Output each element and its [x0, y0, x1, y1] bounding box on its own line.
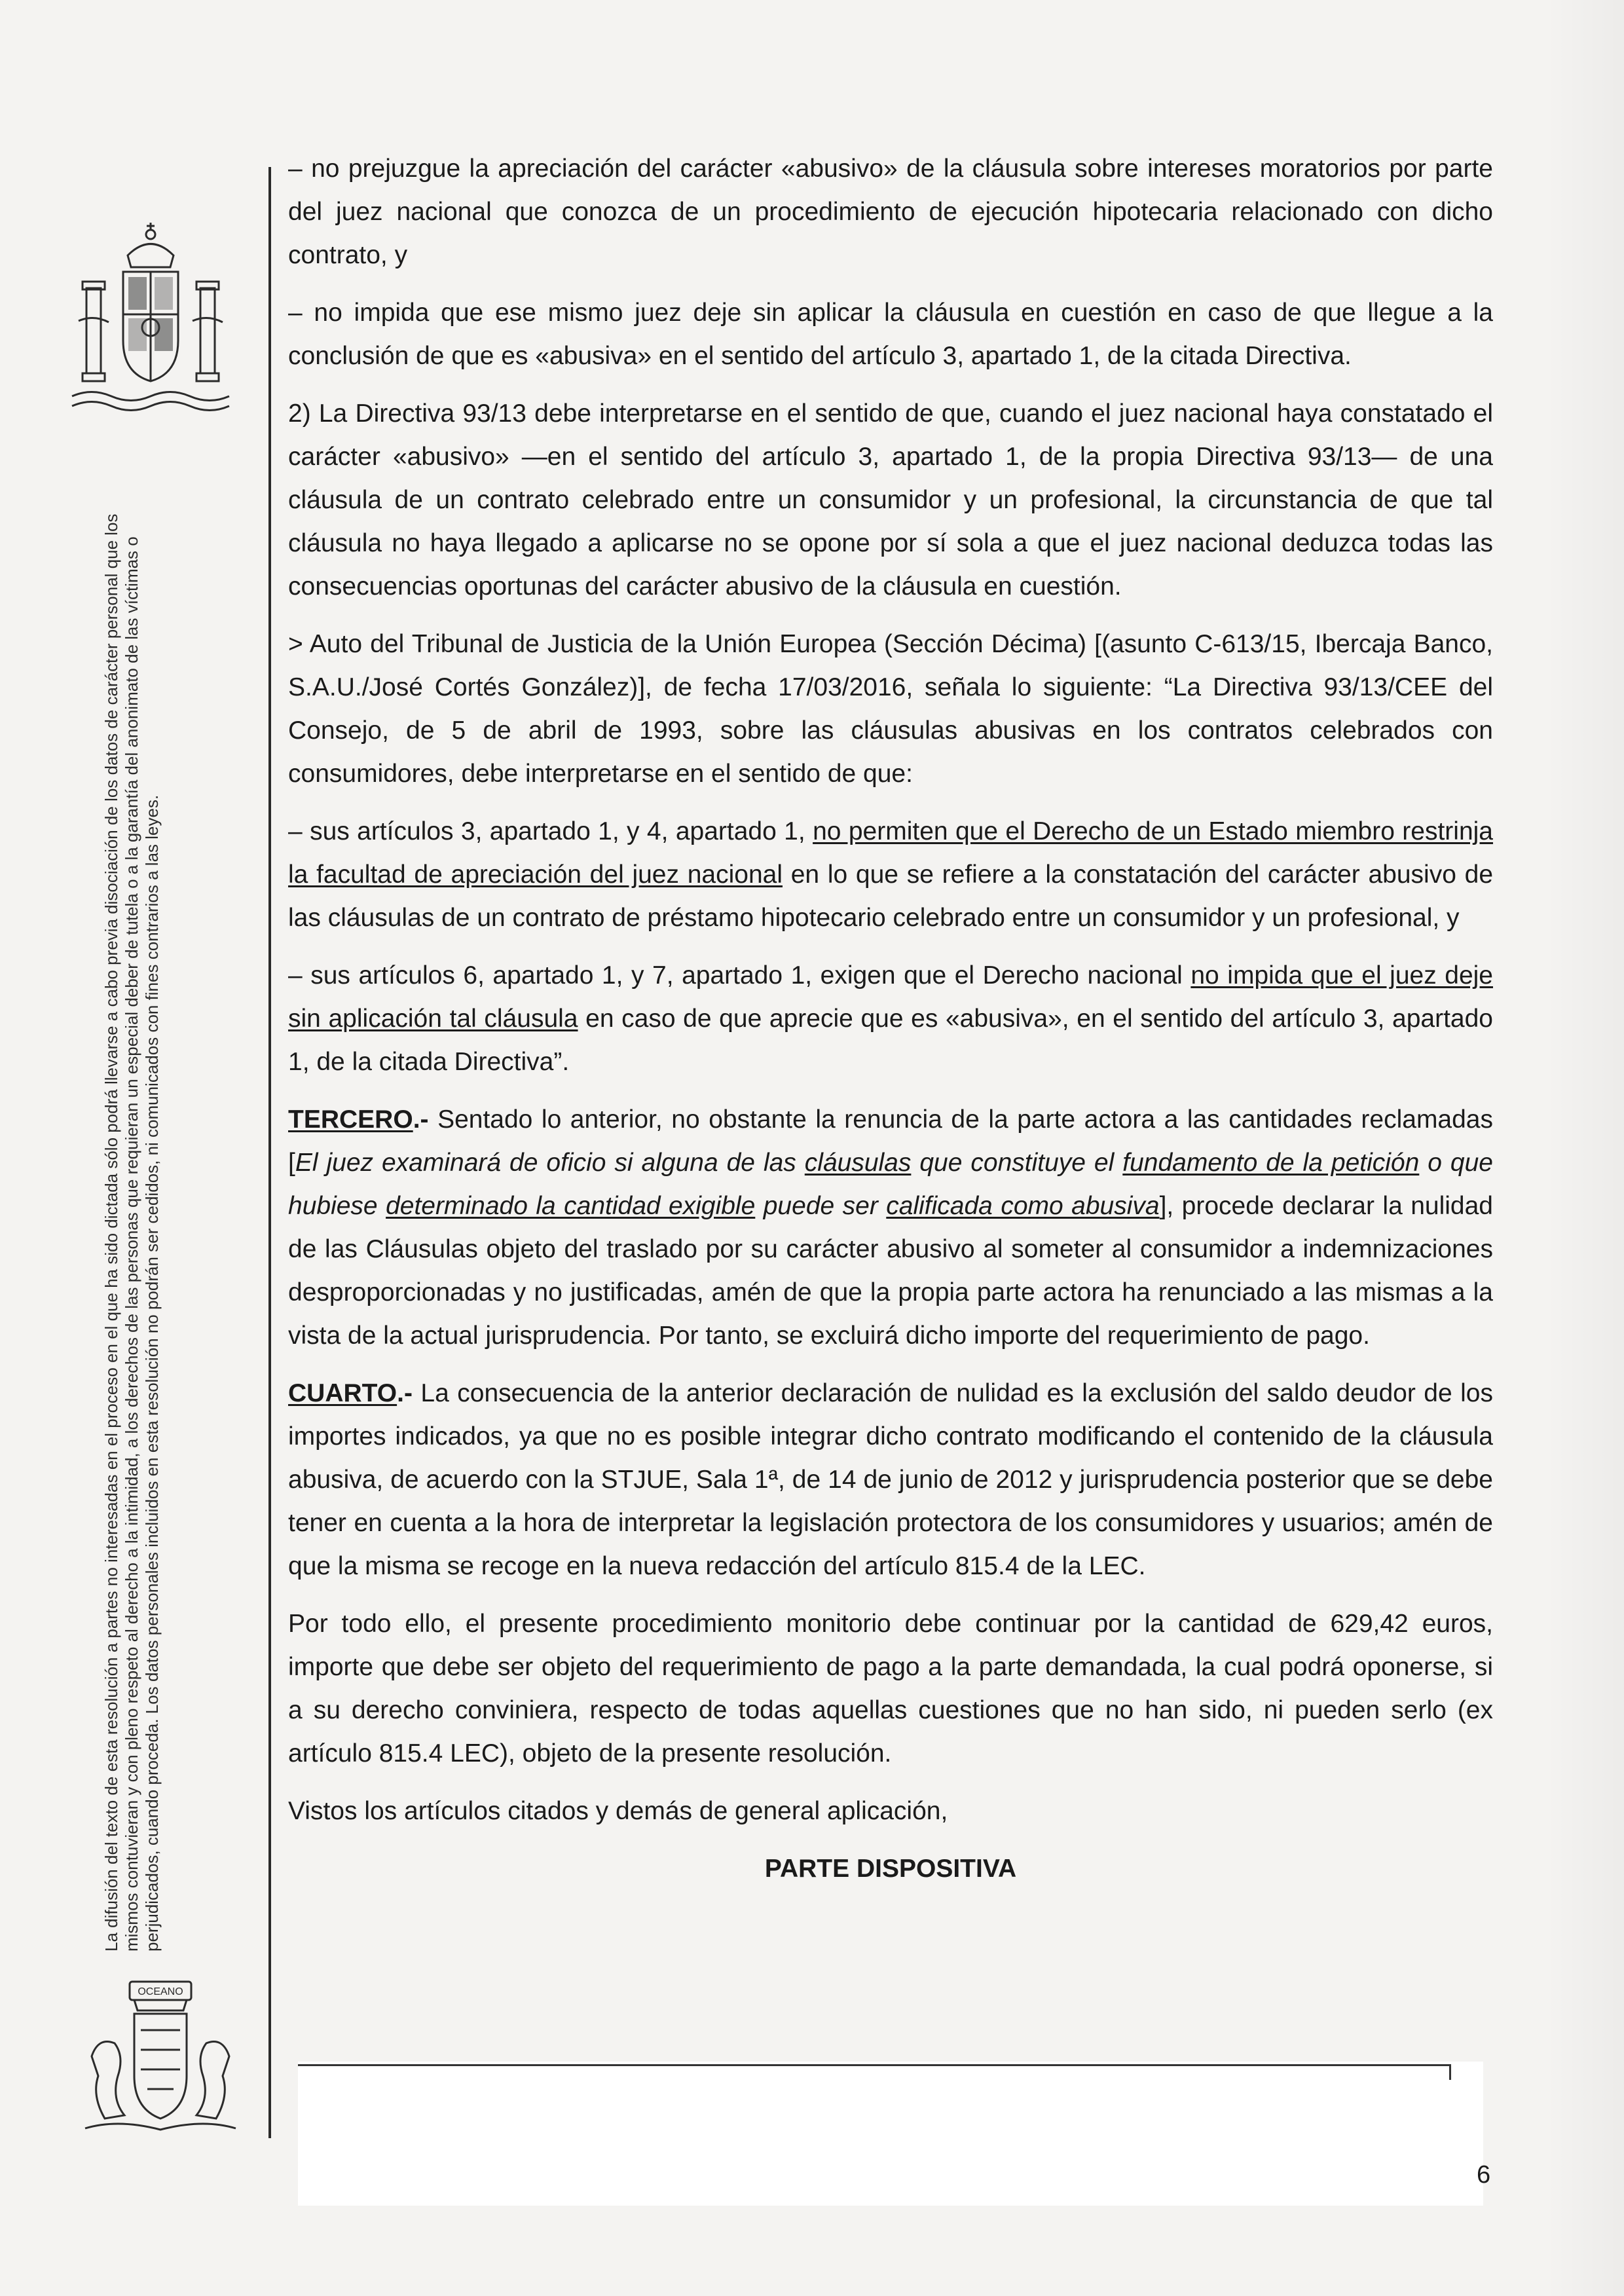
underlined-text: no impida que el juez deje sin aplicación tal cláusula [288, 961, 1493, 1033]
paragraph-tercero: TERCERO.- Sentado lo anterior, no obstante la renuncia de la parte actora a las cantidades reclamadas [El juez examinará de oficio si alguna de las cláusulas que constituye el fundamento de la petición o que hubiese determinado la cantidad exigible puede ser calificada como abusiva], procede declarar la nulidad de las Cláusulas objeto del traslado por su carácter abusivo al someter al consumidor a indemnizaciones desproporcionadas y no justificadas, amén de que la propia parte actora ha renunciado a las mismas a la vista de la actual jurisprudencia. Por tanto, se excluirá dicho importe del requerimiento de pago. [288, 1105, 1494, 1350]
underlined-text: no permiten que el Derecho de un Estado miembro restrinja la facultad de apreciación del juez nacional [288, 817, 1494, 889]
crest-label: OCEANO [138, 1986, 183, 1997]
privacy-notice: La difusión del texto de esta resolución a partes no interesadas en el proceso en el que ha sido dictada sólo podrá llevarse a cabo previa disociación de los datos de carácter personal que los mismos contuvieran y con pleno respeto al derecho a la intimidad, a los derechos de las personas que requieran un especial deber de tutela o a la garantía del anonimato de las víctimas o perjudicados, cuando proceda. Los datos personales incluidos en esta resolución no podrán ser cedidos, ni comunicados con fines contrarios a las leyes. [101, 513, 162, 1952]
paragraph-cuarto: CUARTO.- La consecuencia de la anterior declaración de nulidad es la exclusión del saldo deudor de los importes indicados, ya que no es posible integrar dicho contrato modificando el contenido de la cláusula abusiva, de acuerdo con la STJUE, Sala 1ª, de 14 de junio de 2012 y jurisprudencia posterior que se debe tener en cuenta a la hora de interpretar la legislación protectora de los consumidores y usuarios; amén de que la misma se recoge en la nueva redacción del artículo 815.4 de la LEC. [288, 1379, 1493, 1580]
canary-islands-coat-of-arms-icon [79, 1978, 242, 2141]
paragraph: > Auto del Tribunal de Justicia de la Unión Europea (Sección Décima) [(asunto C-613/15, Ibercaja Banco, S.A.U./José Cortés González)], de fecha 17/03/2016, señala lo siguiente: “La Directiva 93/13/CEE del Consejo, de 5 de abril de 1993, sobre las cláusulas abusivas en los contratos celebrados con consumidores, debe interpretarse en el sentido de que: [288, 630, 1493, 788]
paragraph: – sus artículos 6, apartado 1, y 7, apartado 1, exigen que el Derecho nacional no impida que el juez deje sin aplicación tal cláusula en caso de que aprecie que es «abusiva», en el sentido del artículo 3, apartado 1, de la citada Directiva”. [288, 961, 1493, 1076]
page-number: 6 [1477, 2161, 1491, 2189]
paragraph: – sus artículos 3, apartado 1, y 4, apartado 1, no permiten que el Derecho de un Estado miembro restrinja la facultad de apreciación del juez nacional en lo que se refiere a la constatación del carácter abusivo de las cláusulas de un contrato de préstamo hipotecario celebrado entre un consumidor y un profesional, y [288, 817, 1494, 932]
paragraph: 2) La Directiva 93/13 debe interpretarse en el sentido de que, cuando el juez nacional haya constatado el carácter «abusivo» —en el sentido del artículo 3, apartado 1, de la propia Directiva 93/13— de una cláusula de un contrato celebrado entre un consumidor y un profesional, la circunstancia de que tal cláusula no haya llegado a aplicarse no se opone por sí sola a que el juez nacional deduzca todas las consecuencias oportunas del carácter abusivo de la cláusula en cuestión. [288, 399, 1493, 601]
paragraph: – no prejuzgue la apreciación del carácter «abusivo» de la cláusula sobre intereses moratorios por parte del juez nacional que conozca de un procedimiento de ejecución hipotecaria relacionado con dicho contrato, y [288, 155, 1493, 269]
paragraph: Por todo ello, el presente procedimiento monitorio debe continuar por la cantidad de 629,42 euros, importe que debe ser objeto del requerimiento de pago a la parte demandada, la cual podrá oponerse, si a su derecho conviniera, respecto de todas aquellas cuestiones que no han sido, ni pueden serlo (ex artículo 815.4 LEC), objeto de la presente resolución. [288, 1610, 1493, 1768]
parte-dispositiva-heading: PARTE DISPOSITIVA [764, 1855, 1017, 1883]
paragraph: – no impida que ese mismo juez deje sin aplicar la cláusula en cuestión en caso de que llegue a la conclusión de que es «abusiva» en el sentido del artículo 3, apartado 1, de la citada Directiva. [288, 299, 1493, 370]
redacted-area [298, 2062, 1483, 2206]
redaction-border [298, 2064, 1450, 2066]
section-heading: CUARTO [288, 1379, 397, 1407]
paragraph: Vistos los artículos citados y demás de general aplicación, [288, 1797, 948, 1825]
spain-coat-of-arms-icon [65, 210, 236, 419]
margin-rule [268, 167, 271, 2138]
resolution-body [288, 147, 1493, 1905]
section-heading: TERCERO [288, 1105, 413, 1134]
